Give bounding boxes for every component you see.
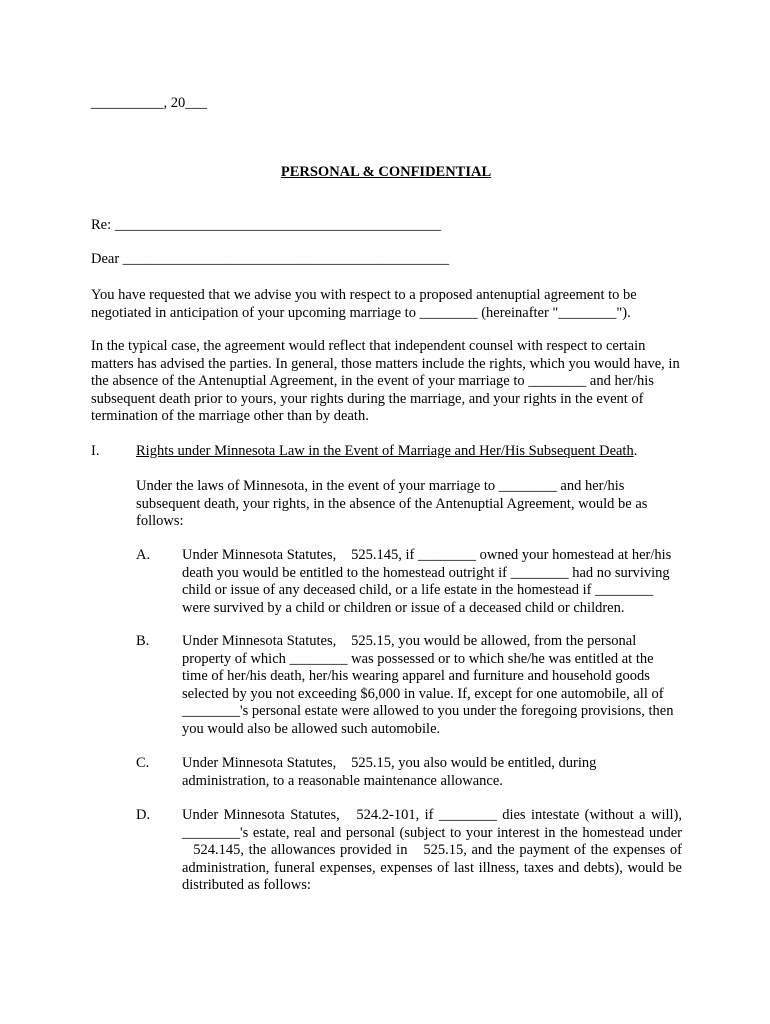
item-text-b: Under Minnesota Statutes,  525.15, you would be allowed, from the personal property of which ________ was possessed or to which she/he was entitled at the time of her/his death, her/his wearing apparel and furniture and household goods selected by you not exceeding $6,000 in value. If, except for one automobile, all of ________'s personal estate were allowed to you under the foregoing provisions, then you would also be allowed such automobile.	[182, 633, 674, 737]
typical-case-paragraph: In the typical case, the agreement would reflect that independent counsel with respect to certain matters has advised the parties. In general, those matters include the rights, which you would have, in the absence of the Antenuptial Agreement, in the event of your marriage to ________ and her/his subsequent death prior to yours, your rights during the marriage, and your rights in the event of termination of the marriage other than by death.	[91, 338, 680, 424]
section-number: I.	[91, 443, 100, 459]
section-title	[136, 443, 696, 461]
item-letter-c: C.	[136, 755, 150, 771]
item-text-c: Under Minnesota Statutes,  525.15, you also would be entitled, during administration, to a reasonable maintenance allowance.	[182, 755, 597, 789]
item-text-d: Under Minnesota Statutes,  524.2-101, if ________ dies intestate (without a will), ________'s estate, real and personal (subject to your interest in the homestead under  524.145, the allowances provided in  525.15, and the payment of the expenses of administration, funeral expenses, expenses of last illness, taxes and debts), would be distributed as follows:	[182, 807, 682, 893]
section-title-text: Rights under Minnesota Law in the Event of Marriage and Her/His Subsequent Death	[136, 443, 634, 459]
date-line: __________, 20___	[91, 95, 207, 111]
section-intro-paragraph: Under the laws of Minnesota, in the event of your marriage to ________ and her/his subsequent death, your rights, in the absence of the Antenuptial Agreement, would be as follows:	[136, 478, 648, 529]
re-line: Re: _____________________________________________	[91, 217, 442, 233]
section-title-period: .	[633, 443, 638, 459]
item-letter-d: D.	[136, 807, 151, 823]
item-letter-a: A.	[136, 547, 151, 563]
letter-heading: PERSONAL & CONFIDENTIAL	[280, 164, 492, 180]
item-text-a: Under Minnesota Statutes,  525.145, if ________ owned your homestead at her/his death you would be entitled to the homestead outright if ________ had no surviving child or issue of any deceased child, or a life estate in the homestead if ________ were survived by a child or children or issue of a deceased child or children.	[182, 547, 672, 616]
item-letter-b: B.	[136, 633, 150, 649]
salutation-line: Dear _____________________________________________	[91, 251, 450, 267]
intro-paragraph: You have requested that we advise you with respect to a proposed antenuptial agreement to be negotiated in anticipation of your upcoming marriage to ________ (hereinafter "________").	[91, 287, 637, 321]
